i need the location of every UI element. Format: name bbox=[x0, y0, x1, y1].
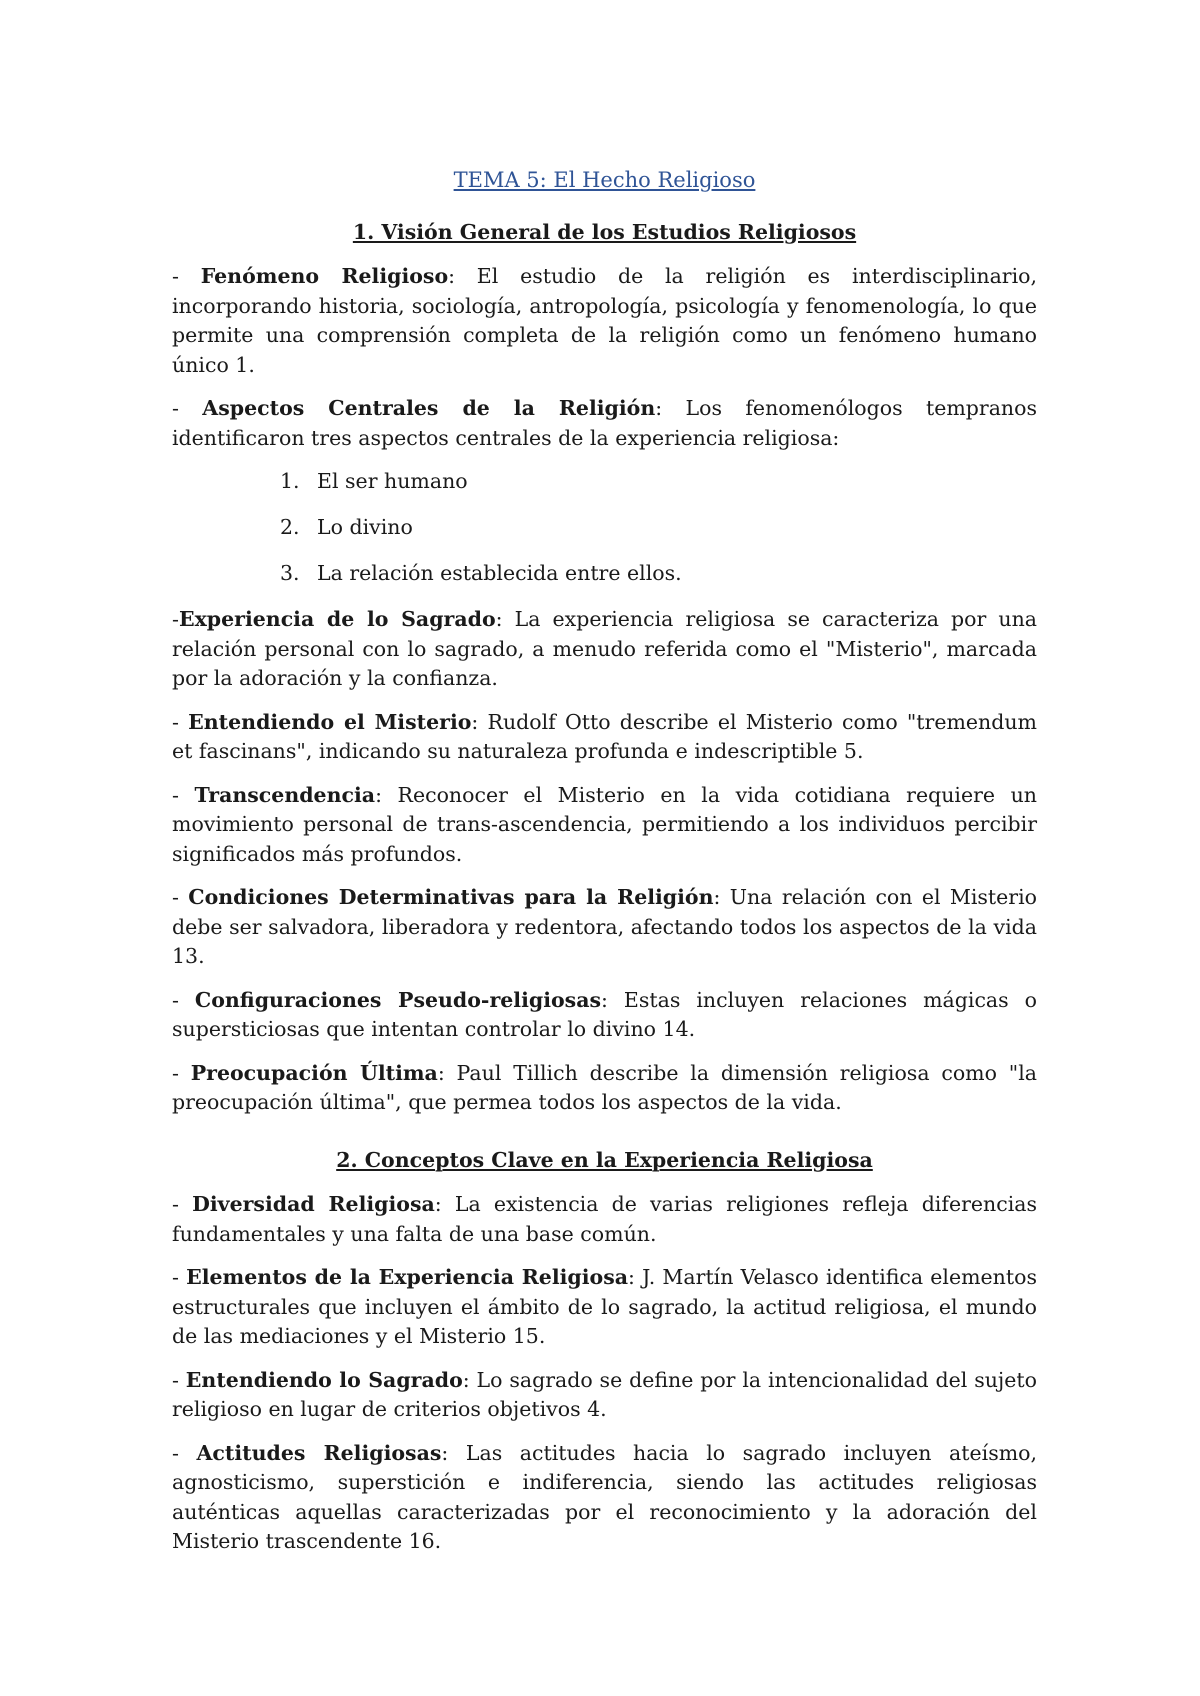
bullet-dash: - bbox=[172, 1265, 187, 1289]
paragraph-text: : Paul Tillich describe la dimensión religiosa como "la preocupación última", que permea todos los aspectos de la vida. bbox=[172, 1060, 1037, 1114]
paragraph-text: : Rudolf Otto describe el Misterio como "tremendum et fascinans", indicando su naturaleza profunda e indescriptible 5. bbox=[172, 709, 1037, 763]
list-item-text: El ser humano bbox=[317, 469, 468, 493]
paragraph-term: Diversidad Religiosa bbox=[192, 1192, 435, 1216]
paragraph-term: Transcendencia bbox=[194, 782, 376, 807]
paragraph bbox=[172, 781, 1037, 870]
paragraph bbox=[172, 605, 1037, 694]
paragraph-text: : Reconocer el Misterio en la vida cotidiana requiere un movimiento personal de trans-ascendencia, permitiendo a los individuos percibir significados más profundos. bbox=[172, 782, 1038, 866]
numbered-list bbox=[172, 467, 1037, 588]
section-heading: 2. Conceptos Clave en la Experiencia Religiosa bbox=[336, 1147, 873, 1172]
bullet-dash: - bbox=[172, 987, 195, 1012]
bullet-dash: - bbox=[172, 885, 189, 909]
paragraph bbox=[172, 1190, 1037, 1249]
paragraph bbox=[172, 708, 1037, 767]
paragraph bbox=[172, 394, 1037, 453]
paragraph-text: : La existencia de varias religiones refleja diferencias fundamentales y una falta de una base común. bbox=[172, 1192, 1038, 1246]
list-item bbox=[172, 467, 1037, 496]
list-item-text: La relación establecida entre ellos. bbox=[317, 561, 682, 585]
paragraph-text: : La experiencia religiosa se caracteriza por una relación personal con lo sagrado, a menudo referida como el "Misterio", marcada por la adoración y la confianza. bbox=[172, 607, 1037, 690]
paragraph-term: Aspectos Centrales de la Religión bbox=[202, 396, 656, 420]
list-item bbox=[172, 513, 1037, 542]
paragraph-term: Fenómeno Religioso bbox=[200, 264, 449, 288]
paragraph-term: Actitudes Religiosas bbox=[196, 1440, 442, 1465]
list-item-text: Lo divino bbox=[317, 515, 413, 539]
paragraph-text: : Estas incluyen relaciones mágicas o supersticiosas que intentan controlar lo divino 14. bbox=[172, 987, 1037, 1041]
paragraph-term: Condiciones Determinativas para la Religión bbox=[188, 885, 714, 909]
paragraph bbox=[172, 986, 1037, 1045]
paragraph-term: Entendiendo lo Sagrado bbox=[185, 1367, 463, 1392]
paragraph-term: Configuraciones Pseudo-religiosas bbox=[194, 987, 602, 1012]
paragraph-text: : Las actitudes hacia lo sagrado incluyen ateísmo, agnosticismo, superstición e indiferencia, siendo las actitudes religiosas auténticas aquellas caracterizadas por el reconocimiento y la adoración del Misterio trascendente 16. bbox=[172, 1440, 1038, 1553]
document-page bbox=[172, 166, 1037, 1571]
paragraph bbox=[172, 1059, 1037, 1118]
paragraph bbox=[172, 1366, 1037, 1425]
paragraph bbox=[172, 1439, 1037, 1557]
paragraph-text: : Una relación con el Misterio debe ser salvadora, liberadora y redentora, afectando todos los aspectos de la vida 13. bbox=[172, 885, 1037, 968]
section-heading: 1. Visión General de los Estudios Religiosos bbox=[352, 219, 857, 244]
paragraph-text: : El estudio de la religión es interdisciplinario, incorporando historia, sociología, antropología, psicología y fenomenología, lo que permite una comprensión completa de la religión como un fenómeno humano único 1. bbox=[172, 264, 1038, 377]
list-number: 3. bbox=[280, 561, 300, 585]
list-item bbox=[172, 559, 1037, 588]
paragraph-text: : J. Martín Velasco identifica elementos estructurales que incluyen el ámbito de lo sagrado, la actitud religiosa, el mundo de las mediaciones y el Misterio 15. bbox=[172, 1265, 1037, 1348]
paragraph-term: Entendiendo el Misterio bbox=[188, 709, 472, 734]
paragraph bbox=[172, 883, 1037, 972]
document-title: TEMA 5: El Hecho Religioso bbox=[453, 168, 756, 192]
bullet-dash: - bbox=[172, 1192, 193, 1216]
bullet-dash: - bbox=[172, 1060, 191, 1085]
bullet-dash: - bbox=[172, 709, 189, 734]
bullet-dash: - bbox=[172, 396, 203, 420]
bullet-dash: - bbox=[172, 264, 201, 288]
paragraph-term: Preocupación Última bbox=[190, 1060, 438, 1085]
paragraph-term: Experiencia de lo Sagrado bbox=[178, 607, 496, 631]
paragraph-text: : Lo sagrado se define por la intencionalidad del sujeto religioso en lugar de criterios objetivos 4. bbox=[172, 1367, 1037, 1421]
bullet-dash: - bbox=[172, 1440, 197, 1465]
bullet-dash: - bbox=[172, 782, 195, 807]
bullet-dash: - bbox=[172, 1367, 186, 1392]
paragraph bbox=[172, 262, 1037, 380]
paragraph-text: : Los fenomenólogos tempranos identificaron tres aspectos centrales de la experiencia religiosa: bbox=[172, 396, 1037, 450]
list-number: 1. bbox=[280, 469, 300, 493]
paragraph bbox=[172, 1263, 1037, 1352]
bullet-dash: - bbox=[172, 607, 179, 631]
list-number: 2. bbox=[280, 515, 300, 539]
paragraph-term: Elementos de la Experiencia Religiosa bbox=[186, 1265, 629, 1289]
